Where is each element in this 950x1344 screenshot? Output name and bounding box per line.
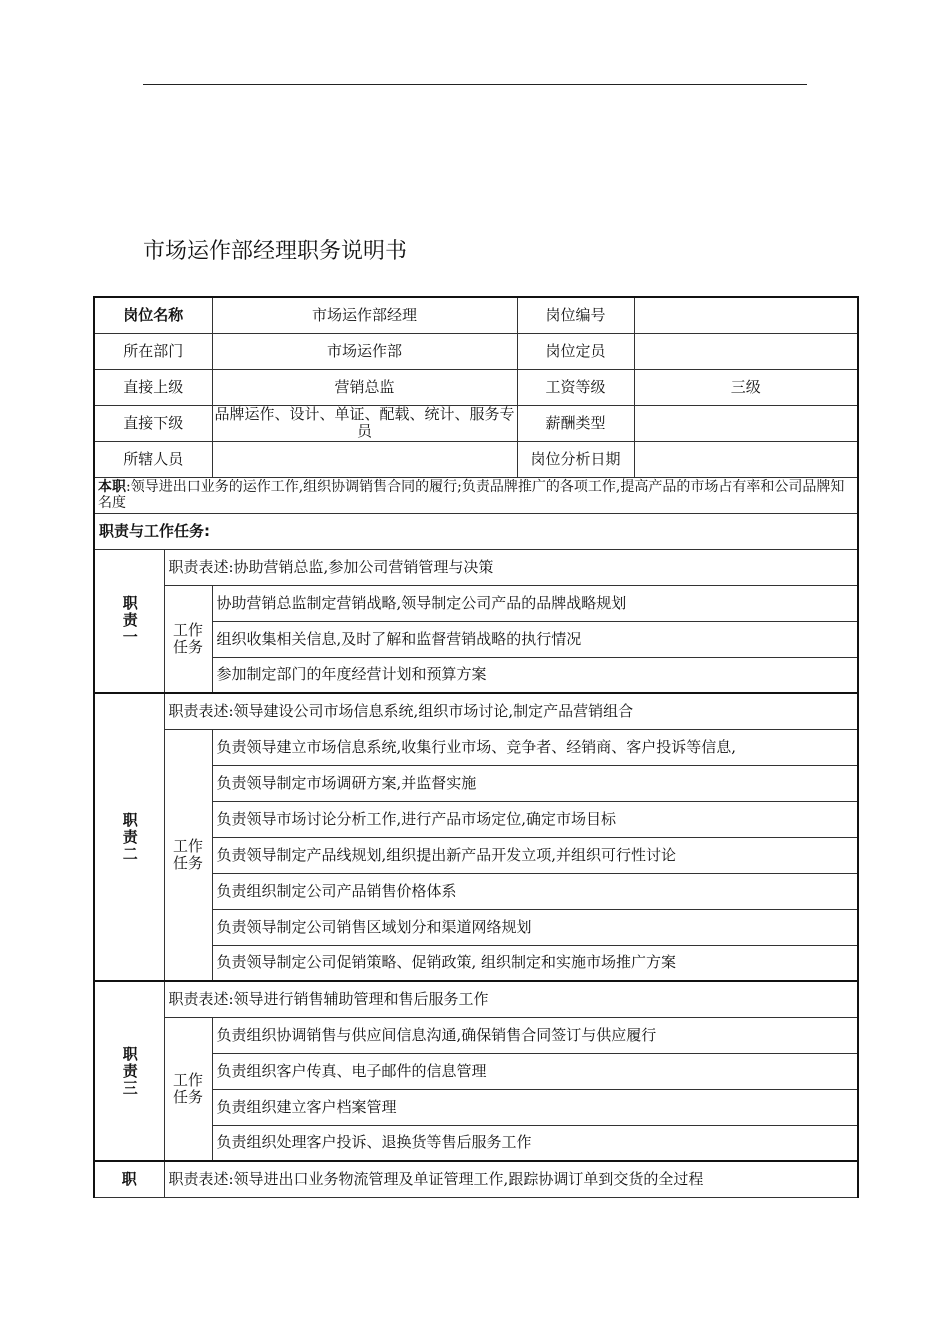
duty-description: 职责表述:领导进行销售辅助管理和售后服务工作 (164, 981, 858, 1017)
value-position-code (634, 297, 858, 333)
value-staff (212, 441, 517, 477)
task-item: 参加制定部门的年度经营计划和预算方案 (212, 657, 858, 693)
summary-text: :领导进出口业务的运作工作,组织协调销售合同的履行;负责品牌推广的各项工作,提高产品的市场占有率和公司品牌知名度 (98, 479, 845, 511)
duty-desc-row (94, 981, 858, 1017)
label-subordinate: 直接下级 (94, 405, 212, 441)
value-subordinate: 品牌运作、设计、单证、配载、统计、服务专员 (212, 405, 517, 441)
duty-description: 职责表述:领导建设公司市场信息系统,组织市场讨论,制定产品营销组合 (164, 693, 858, 729)
duty-desc-row (94, 693, 858, 729)
duty-desc-row (94, 549, 858, 585)
duties-body (94, 549, 858, 1197)
row-position-name (94, 297, 858, 333)
duty-name: 职责一 (94, 549, 164, 693)
header-rule (143, 84, 807, 85)
label-salary-grade: 工资等级 (517, 369, 634, 405)
task-item: 负责领导建立市场信息系统,收集行业市场、竞争者、经销商、客户投诉等信息, (212, 729, 858, 765)
value-headcount (634, 333, 858, 369)
duties-heading: 职责与工作任务: (94, 513, 858, 549)
task-row (94, 729, 858, 765)
task-item: 负责组织建立客户档案管理 (212, 1089, 858, 1125)
task-item: 协助营销总监制定营销战略,领导制定公司产品的品牌战略规划 (212, 585, 858, 621)
value-pay-type (634, 405, 858, 441)
row-subordinate (94, 405, 858, 441)
duty-description: 职责表述:领导进出口业务物流管理及单证管理工作,跟踪协调订单到交货的全过程 (164, 1161, 858, 1197)
row-department (94, 333, 858, 369)
duty-name: 职 (94, 1161, 164, 1197)
summary-cell (94, 477, 858, 513)
value-department: 市场运作部 (212, 333, 517, 369)
row-summary (94, 477, 858, 513)
value-analysis-date (634, 441, 858, 477)
task-item: 负责领导市场讨论分析工作,进行产品市场定位,确定市场目标 (212, 801, 858, 837)
row-duties-heading (94, 513, 858, 549)
work-task-label: 工作任务 (164, 729, 212, 981)
row-superior (94, 369, 858, 405)
task-item: 组织收集相关信息,及时了解和监督营销战略的执行情况 (212, 621, 858, 657)
task-item: 负责组织制定公司产品销售价格体系 (212, 873, 858, 909)
task-item: 负责领导制定产品线规划,组织提出新产品开发立项,并组织可行性讨论 (212, 837, 858, 873)
label-position-name: 岗位名称 (94, 297, 212, 333)
label-headcount: 岗位定员 (517, 333, 634, 369)
task-item: 负责组织处理客户投诉、退换货等售后服务工作 (212, 1125, 858, 1161)
row-staff (94, 441, 858, 477)
task-item: 负责领导制定公司促销策略、促销政策, 组织制定和实施市场推广方案 (212, 945, 858, 981)
value-superior: 营销总监 (212, 369, 517, 405)
label-staff: 所辖人员 (94, 441, 212, 477)
duty-name: 职责三 (94, 981, 164, 1161)
task-item: 负责领导制定市场调研方案,并监督实施 (212, 765, 858, 801)
work-task-label: 工作任务 (164, 1017, 212, 1161)
label-superior: 直接上级 (94, 369, 212, 405)
label-analysis-date: 岗位分析日期 (517, 441, 634, 477)
value-position-name: 市场运作部经理 (212, 297, 517, 333)
job-description-table (93, 296, 859, 1198)
task-item: 负责组织客户传真、电子邮件的信息管理 (212, 1053, 858, 1089)
duty-name: 职责二 (94, 693, 164, 981)
summary-label: 本职 (98, 479, 126, 495)
label-pay-type: 薪酬类型 (517, 405, 634, 441)
label-department: 所在部门 (94, 333, 212, 369)
duty-desc-row (94, 1161, 858, 1197)
task-item: 负责组织协调销售与供应间信息沟通,确保销售合同签订与供应履行 (212, 1017, 858, 1053)
label-position-code: 岗位编号 (517, 297, 634, 333)
task-row (94, 1017, 858, 1053)
document-title: 市场运作部经理职务说明书 (143, 239, 408, 264)
work-task-label: 工作任务 (164, 585, 212, 693)
task-row (94, 585, 858, 621)
task-item: 负责领导制定公司销售区域划分和渠道网络规划 (212, 909, 858, 945)
value-salary-grade: 三级 (634, 369, 858, 405)
duty-description: 职责表述:协助营销总监,参加公司营销管理与决策 (164, 549, 858, 585)
